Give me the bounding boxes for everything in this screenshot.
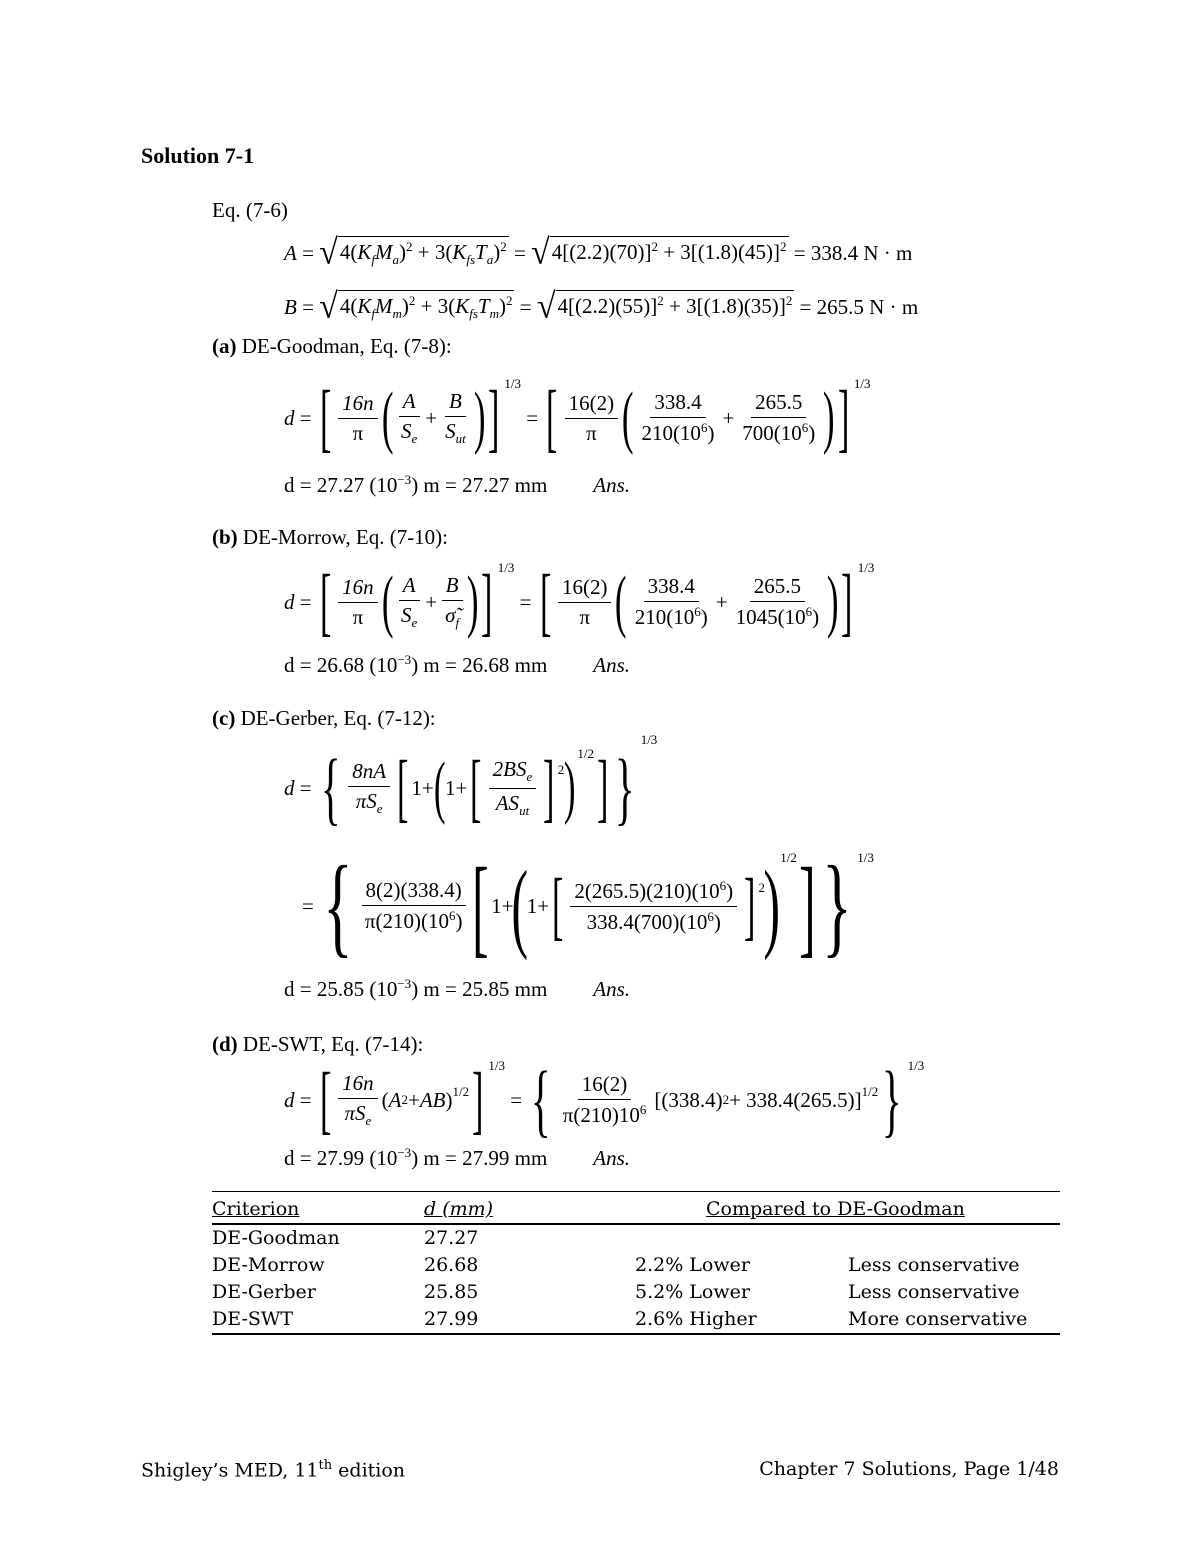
goodman-equation: d = [ $\frac{16n}{\pi}$ ( $\frac{A}{S_e}$ + $\frac{B}{S_{ut}}$ ) ] 1/3 = [ $\frac{16(2)}{\pi}$ ( $\frac{338.4}{210(10^6)}$ + $\frac{265.5}{700(10^6)}$ ) ] 1/3 [284, 376, 871, 460]
equation-A: A = √ $4(K_fM_a)^2 + 3(K_{fs}T_a)^2$ = √ $4[(2.2)(70)]^2 + 3[(1.8)(45)]^2$ = 338.4 N · m [284, 233, 913, 272]
comparison-table [212, 1196, 1060, 1335]
equation-B: B = √ $4(K_fM_m)^2 + 3(K_{fs}T_m)^2$ = √ $4[(2.2)(55)]^2 + 3[(1.8)(35)]^2$ = 265.5 N · m [284, 287, 919, 326]
part-b-heading: (b) DE-Morrow, Eq. (7-10): [212, 525, 449, 549]
part-d-heading: (d) DE-SWT, Eq. (7-14): [212, 1032, 424, 1056]
gerber-result: d = 25.85 $(10^{-3}) m = 25.85$ mm Ans. [284, 976, 631, 1001]
table-row: DE-SWT 27.99 2.6% Higher More conservative [212, 1306, 1060, 1335]
table-row: DE-Morrow 26.68 2.2% Lower Less conservative [212, 1254, 1020, 1276]
table-row: DE-Goodman 27.27 [212, 1227, 479, 1249]
gerber-substitution: = { $\frac{8(2)(338.4)}{\pi(210)(10^6)}$ [ 1+ ( 1+ [ $\frac{2(265.5)(210)(10^6)}{338.4(700)(10^6)}$ ] $^2$ ) 1/2 ] } 1/3 [302, 844, 874, 968]
part-a-heading: (a) DE-Goodman, Eq. (7-8): [212, 334, 452, 358]
table-row: DE-Gerber 25.85 5.2% Lower Less conservative [212, 1281, 1020, 1303]
swt-result: d = 27.99 $(10^{-3}) m = 27.99$ mm Ans. [284, 1145, 631, 1170]
gerber-equation: d = { $\frac{8nA}{\pi S_e}$ [ 1+ ( 1+ [ $\frac{2BS_e}{AS_{ut}}$ ] $^2$ ) 1/2 ] } 1/3 [284, 732, 658, 833]
morrow-equation: d = [ $\frac{16n}{\pi}$ ( $\frac{A}{S_e}$ + $\frac{B}{\sigmã_f}$ ) ] 1/3 = [ $\frac{16(2)}{\pi}$ ( $\frac{338.4}{210(10^6)}$ + $\frac{265.5}{1045(10^6)}$ ) ] 1/3 [284, 560, 875, 644]
solution-title: Solution 7-1 [141, 143, 255, 168]
morrow-result: d = 26.68 $(10^{-3}) m = 26.68$ mm Ans. [284, 652, 631, 677]
footer-right: Chapter 7 Solutions, Page 1/48 [759, 1458, 1059, 1480]
part-c-heading: (c) DE-Gerber, Eq. (7-12): [212, 706, 436, 730]
table-header: Criterion d (mm) Compared to DE-Goodman [212, 1196, 1060, 1225]
footer-left: Shigley’s MED, 11th edition [141, 1458, 406, 1482]
table-top-rule [212, 1191, 1060, 1192]
goodman-result: d = 27.27 $(10^{-3}) m = 27.27$ mm Ans. [284, 472, 631, 497]
swt-equation: d = [ $\frac{16n}{\pi S_e}$ ( A 2 + AB ) $^{1/2}$ ] 1/3 = { $\frac{16(2)}{\pi(210)10^6}$ [(338.4) 2 + 338.4(265.5)] $^{1/2}$ } 1/3 [284, 1054, 925, 1145]
eq-reference: Eq. (7-6) [212, 198, 288, 222]
